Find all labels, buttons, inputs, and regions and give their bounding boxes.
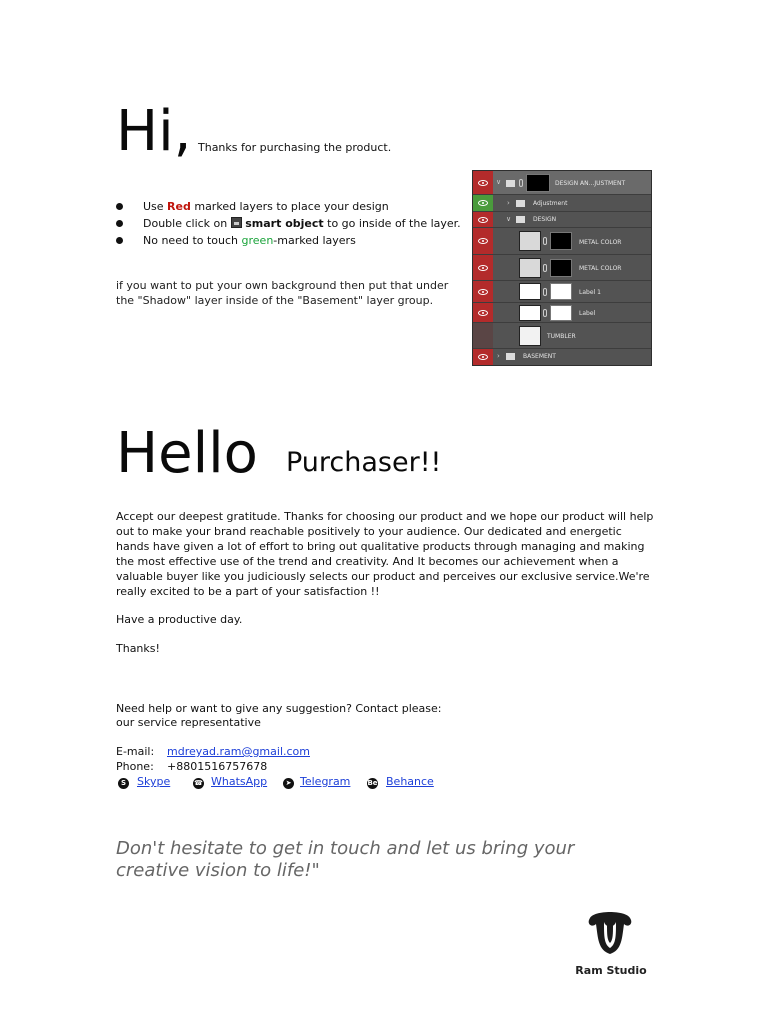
instruction-item-red bbox=[116, 198, 461, 215]
layer-name: Label bbox=[579, 310, 596, 317]
eye-icon bbox=[473, 255, 493, 280]
smart-object-thumbnail bbox=[519, 283, 541, 300]
folder-icon bbox=[516, 200, 525, 207]
thanks-text: Thanks! bbox=[116, 642, 160, 655]
layer-row bbox=[473, 212, 651, 228]
purchaser-heading: Purchaser!! bbox=[286, 447, 442, 478]
ram-studio-logo bbox=[584, 908, 636, 960]
mask-thumbnail bbox=[550, 259, 572, 277]
expand-chevron-icon: ∨ bbox=[496, 178, 502, 186]
green-keyword: green bbox=[241, 234, 274, 247]
background-note: if you want to put your own background then put that under the "Shadow" layer inside of the "Basement" layer group. bbox=[116, 279, 449, 307]
instruction-text: Double click on bbox=[143, 217, 231, 230]
chevron-right-icon: › bbox=[507, 199, 510, 207]
mask-thumbnail bbox=[550, 305, 572, 321]
instruction-list bbox=[116, 198, 461, 249]
folder-icon bbox=[516, 216, 525, 223]
mask-thumbnail bbox=[550, 283, 572, 300]
layer-name: TUMBLER bbox=[547, 333, 576, 340]
email-link[interactable]: mdreyad.ram@gmail.com bbox=[167, 745, 310, 758]
whatsapp-link[interactable]: WhatsApp bbox=[211, 775, 268, 788]
mask-thumbnail bbox=[550, 232, 572, 250]
instruction-item-green bbox=[116, 232, 461, 249]
closing-quote: Don't hesitate to get in touch and let us bring your creative vision to life!" bbox=[116, 838, 575, 881]
layer-row bbox=[473, 323, 651, 349]
telegram-icon: ➤ bbox=[283, 778, 294, 789]
layer-name: BASEMENT bbox=[523, 353, 556, 360]
layer-name: METAL COLOR bbox=[579, 265, 622, 272]
email-label: E-mail: bbox=[116, 745, 155, 758]
layer-thumbnail bbox=[519, 231, 541, 251]
eye-icon bbox=[473, 171, 493, 194]
smart-object-thumbnail bbox=[519, 305, 541, 321]
bullet-icon bbox=[116, 237, 123, 244]
layer-row bbox=[473, 255, 651, 281]
skype-link[interactable]: Skype bbox=[137, 775, 171, 788]
brand-name: Ram Studio bbox=[575, 964, 647, 977]
telegram-link[interactable]: Telegram bbox=[300, 775, 351, 788]
mask-thumbnail bbox=[526, 174, 550, 192]
eye-icon bbox=[473, 281, 493, 302]
help-text: Need help or want to give any suggestion? Contact please: bbox=[116, 702, 442, 715]
link-icon bbox=[543, 237, 547, 245]
eye-icon bbox=[473, 303, 493, 322]
phone-label: Phone: bbox=[116, 760, 154, 773]
hi-subtitle: Thanks for purchasing the product. bbox=[198, 141, 392, 154]
layer-name: METAL COLOR bbox=[579, 239, 622, 246]
layer-name: Label 1 bbox=[579, 289, 601, 296]
behance-link[interactable]: Behance bbox=[386, 775, 434, 788]
smart-object-icon bbox=[231, 217, 242, 228]
layer-row bbox=[473, 228, 651, 255]
layer-name: DESIGN bbox=[533, 216, 557, 223]
instruction-text: to go inside of the layer. bbox=[323, 217, 461, 230]
link-icon bbox=[543, 309, 547, 317]
layers-panel bbox=[472, 170, 652, 366]
eye-icon bbox=[473, 195, 493, 211]
red-keyword: Red bbox=[167, 200, 191, 213]
behance-icon: Be bbox=[367, 779, 378, 787]
instruction-item-smart-object bbox=[116, 215, 461, 232]
expand-chevron-icon: ∨ bbox=[506, 215, 512, 223]
instruction-text: marked layers to place your design bbox=[190, 200, 389, 213]
hi-heading: Hi, bbox=[116, 99, 192, 164]
bullet-icon bbox=[116, 220, 123, 227]
phone-number: +8801516757678 bbox=[167, 760, 268, 773]
smart-object-keyword: smart object bbox=[245, 217, 324, 230]
bullet-icon bbox=[116, 203, 123, 210]
gratitude-paragraph: Accept our deepest gratitude. Thanks for choosing our product and we hope our product will help out to make your brand reachable positively to your audience. Our dedicated and energetic hands have given a lot of effort to bring out qualitative products through managing and making the most effective use of the trend and creativity. And It becomes our achievement when a valuable buyer like you judiciously selects our product and perceives our exclusive service.We're really excited to be a part of your satisfaction !! bbox=[116, 510, 654, 598]
layer-row bbox=[473, 349, 651, 365]
layer-name: Adjustment bbox=[533, 200, 568, 207]
link-icon bbox=[543, 264, 547, 272]
folder-icon bbox=[506, 353, 515, 360]
eye-icon bbox=[473, 212, 493, 227]
instruction-text: Use bbox=[143, 200, 168, 213]
whatsapp-icon: ☎ bbox=[194, 779, 203, 787]
layer-name: DESIGN AN...JUSTMENT bbox=[555, 180, 626, 187]
instruction-text: No need to touch bbox=[143, 234, 242, 247]
layer-thumbnail bbox=[519, 258, 541, 278]
chevron-right-icon: › bbox=[497, 352, 500, 360]
layer-row bbox=[473, 171, 651, 195]
hello-heading: Hello bbox=[116, 421, 258, 486]
link-icon bbox=[519, 179, 523, 187]
layer-row bbox=[473, 303, 651, 323]
layer-row bbox=[473, 281, 651, 303]
layer-row bbox=[473, 195, 651, 212]
layer-thumbnail bbox=[519, 326, 541, 346]
skype-icon: S bbox=[118, 778, 129, 789]
eye-icon bbox=[473, 323, 493, 348]
instruction-text: -marked layers bbox=[273, 234, 356, 247]
eye-icon bbox=[473, 228, 493, 254]
productive-day-text: Have a productive day. bbox=[116, 613, 243, 626]
representative-text: our service representative bbox=[116, 716, 261, 729]
eye-icon bbox=[473, 349, 493, 365]
link-icon bbox=[543, 288, 547, 296]
folder-icon bbox=[506, 180, 515, 187]
